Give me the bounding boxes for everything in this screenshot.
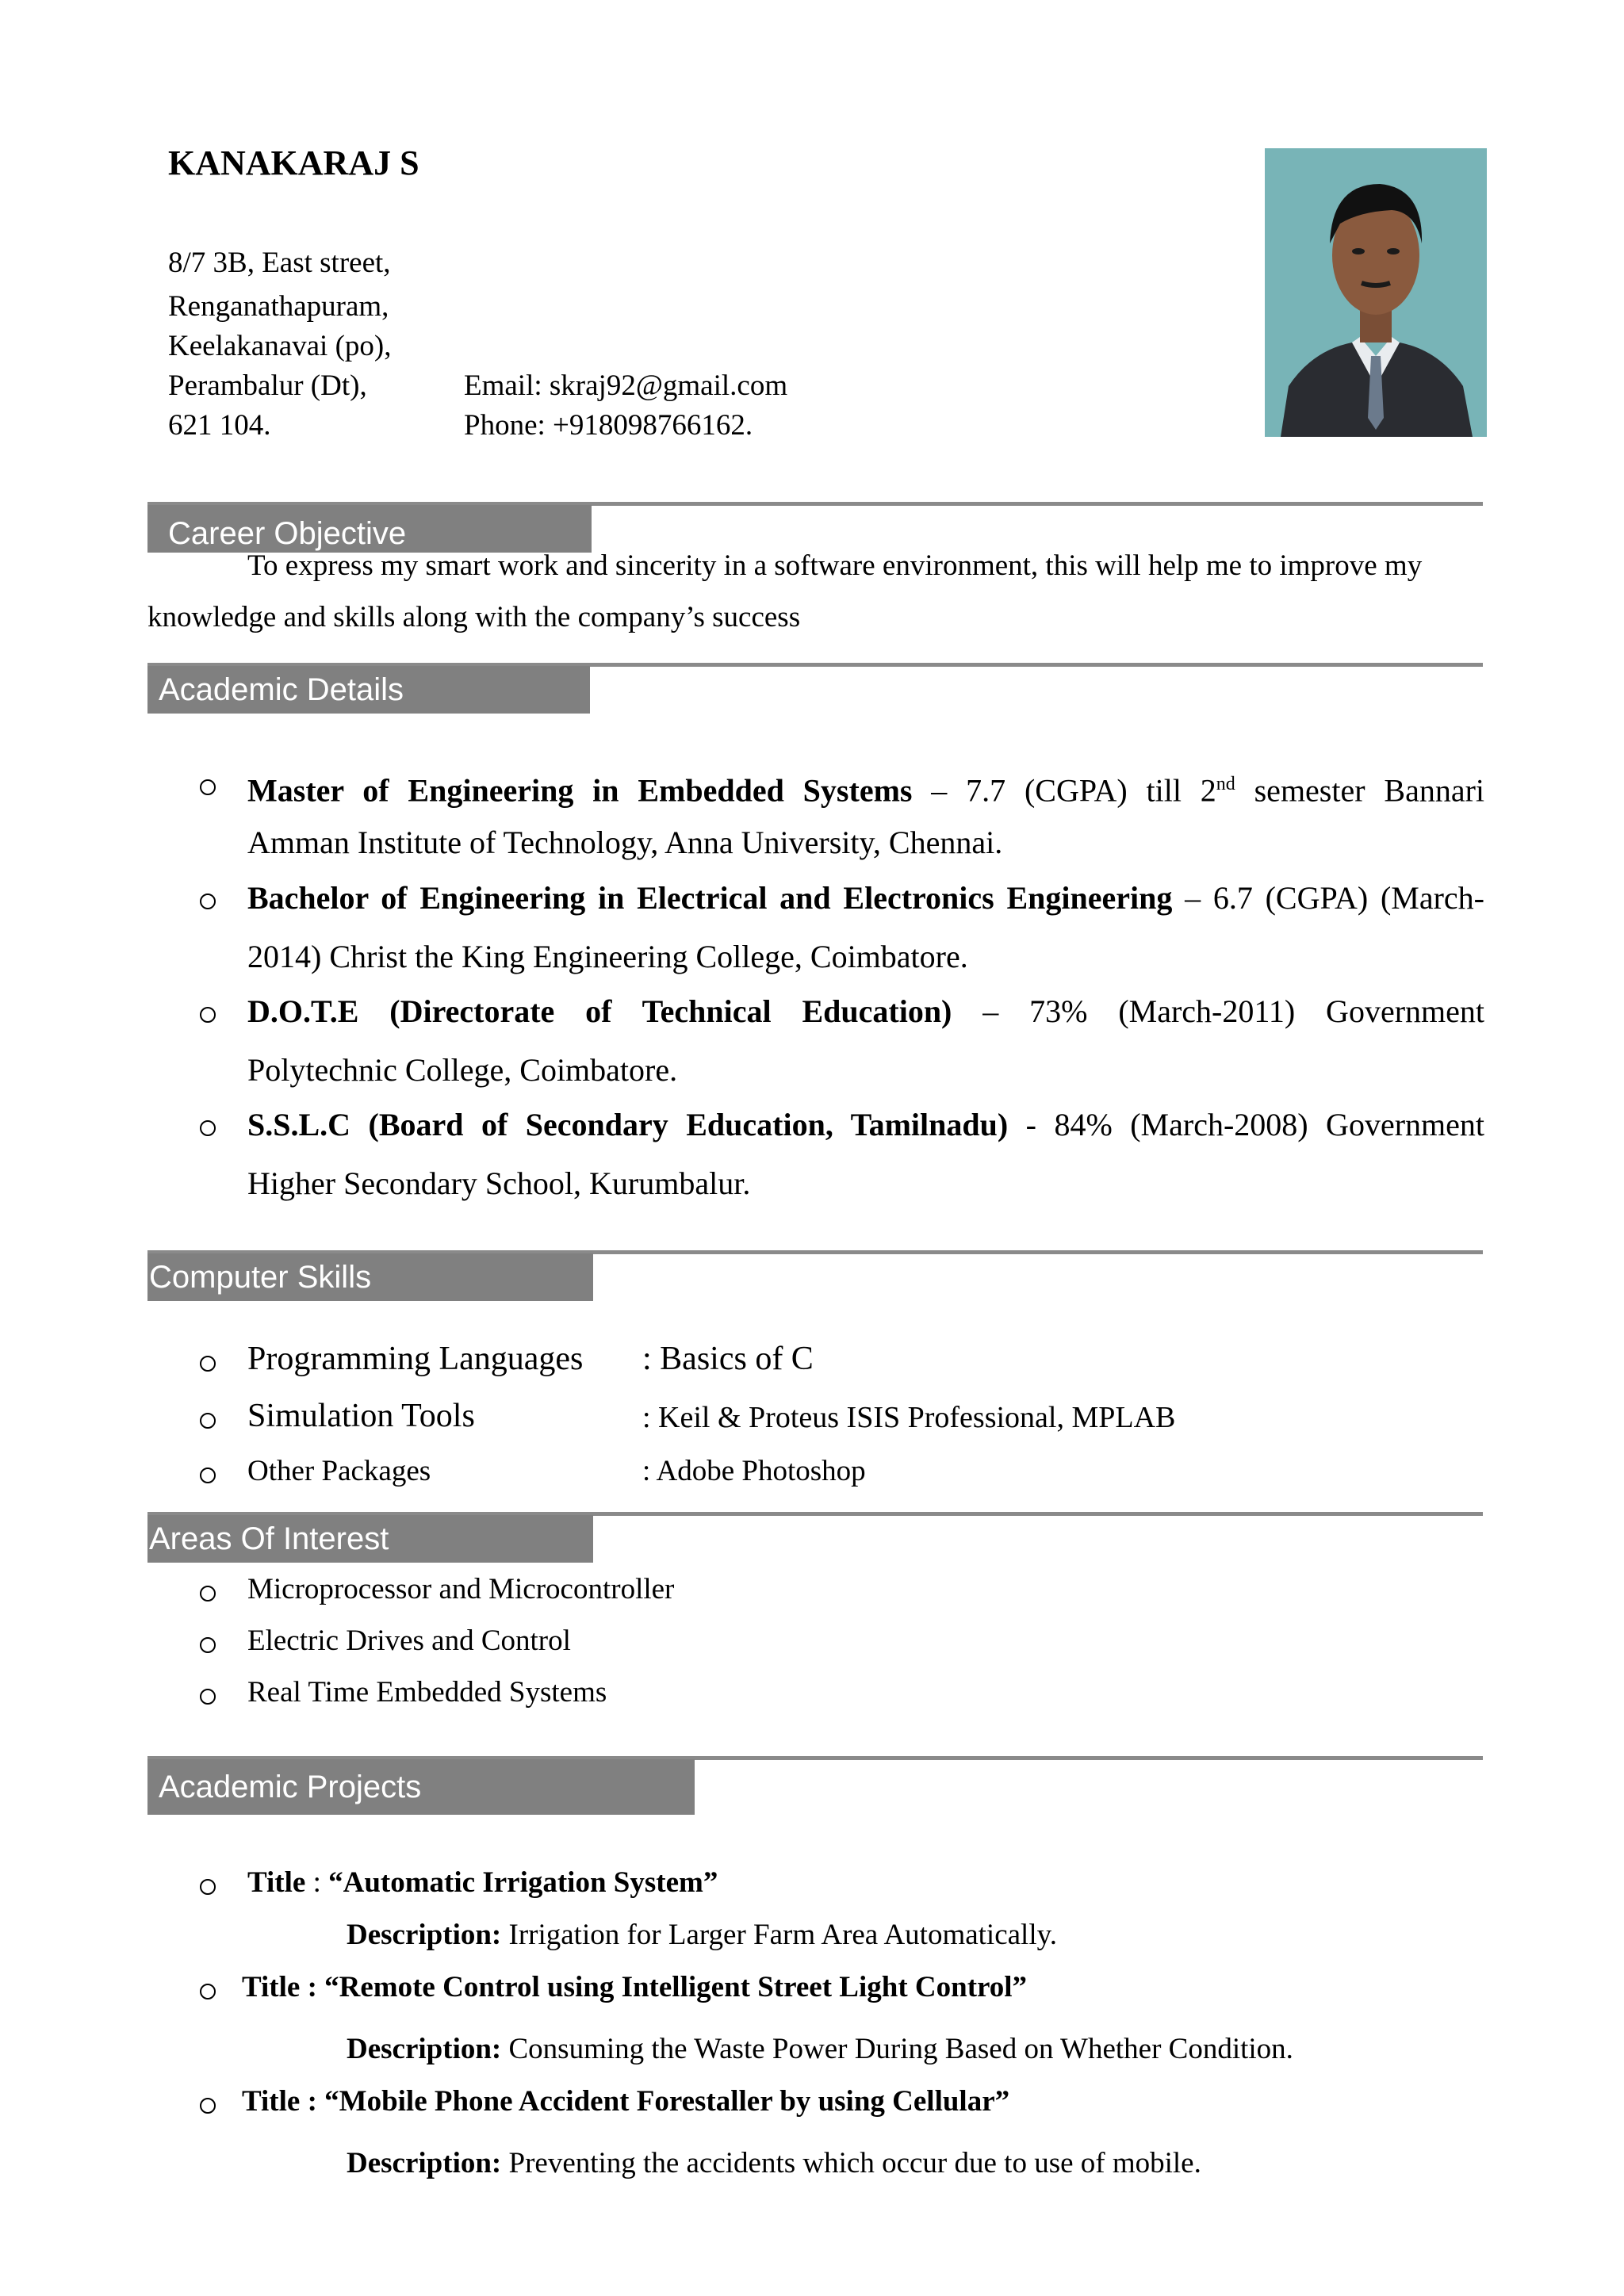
academic-item: S.S.L.C (Board of Secondary Education, Tamilnadu) - 84% (March-2008) Government: [247, 1107, 1485, 1142]
skill-label: Programming Languages: [247, 1341, 584, 1377]
objective-text: knowledge and skills along with the company’s success: [147, 601, 801, 633]
academic-item-detail: Polytechnic College, Coimbatore.: [247, 1052, 678, 1088]
address-line: Keelakanavai (po),: [168, 330, 392, 362]
person-photo-icon: [1265, 148, 1487, 437]
candidate-name: KANAKARAJ S: [168, 144, 419, 182]
bullet-icon: [200, 1468, 216, 1483]
address-line: Perambalur (Dt),: [168, 369, 367, 402]
academic-item-detail: 2014) Christ the King Engineering College, Coimbatore.: [247, 939, 968, 974]
skill-value: : Basics of C: [642, 1341, 814, 1377]
bullet-icon: [200, 1637, 216, 1653]
profile-photo: [1265, 148, 1487, 437]
bullet-icon: [200, 1120, 216, 1136]
skill-value: : Keil & Proteus ISIS Professional, MPLAB: [642, 1401, 1176, 1434]
bullet-icon: [200, 2098, 216, 2114]
project-description: Description: Irrigation for Larger Farm Area Automatically.: [347, 1919, 1057, 1951]
skill-label: Simulation Tools: [247, 1398, 475, 1434]
bullet-icon: [200, 1356, 216, 1372]
academic-item: Master of Engineering in Embedded Systems – 7.7 (CGPA) till 2nd semester Bannari: [247, 772, 1485, 809]
project-title: Title : “Mobile Phone Accident Forestaller by using Cellular”: [242, 2085, 1010, 2118]
bullet-icon: [200, 1984, 216, 1999]
interest-item: Microprocessor and Microcontroller: [247, 1573, 675, 1605]
project-description: Description: Consuming the Waste Power During Based on Whether Condition.: [347, 2033, 1293, 2065]
project-title: Title : “Automatic Irrigation System”: [247, 1866, 718, 1899]
address-line: 621 104.: [168, 409, 271, 442]
academic-item: Bachelor of Engineering in Electrical and Electronics Engineering – 6.7 (CGPA) (March-: [247, 880, 1485, 916]
academic-item: D.O.T.E (Directorate of Technical Education) – 73% (March-2011) Government: [247, 993, 1484, 1029]
bullet-icon: [200, 1413, 216, 1429]
bullet-icon: [200, 1007, 216, 1023]
section-academic-details: Academic Details: [147, 666, 590, 714]
academic-item-detail: Higher Secondary School, Kurumbalur.: [247, 1165, 751, 1201]
phone: Phone: +918098766162.: [464, 409, 753, 442]
objective-text: To express my smart work and sincerity in a software environment, this will help me to improve my: [247, 549, 1423, 582]
address-line: 8/7 3B, East street,: [168, 247, 391, 279]
bullet-icon: [200, 894, 216, 909]
section-computer-skills: Computer Skills: [147, 1253, 593, 1301]
skill-value: : Adobe Photoshop: [642, 1455, 866, 1487]
bullet-icon: [200, 1879, 216, 1895]
academic-item-detail: Amman Institute of Technology, Anna University, Chennai.: [247, 825, 1003, 860]
interest-item: Real Time Embedded Systems: [247, 1676, 607, 1709]
skill-label: Other Packages: [247, 1455, 431, 1487]
address-line: Renganathapuram,: [168, 290, 389, 323]
bullet-icon: [200, 1689, 216, 1705]
section-areas-of-interest: Areas Of Interest: [147, 1515, 593, 1563]
project-title: Title : “Remote Control using Intelligent Street Light Control”: [242, 1971, 1028, 2003]
bullet-icon: [200, 779, 216, 795]
project-description: Description: Preventing the accidents which occur due to use of mobile.: [347, 2147, 1201, 2179]
bullet-icon: [200, 1586, 216, 1601]
interest-item: Electric Drives and Control: [247, 1624, 571, 1657]
section-academic-projects: Academic Projects: [147, 1759, 695, 1815]
email: Email: skraj92@gmail.com: [464, 369, 788, 402]
section-career-objective: Career Objective: [147, 505, 592, 553]
